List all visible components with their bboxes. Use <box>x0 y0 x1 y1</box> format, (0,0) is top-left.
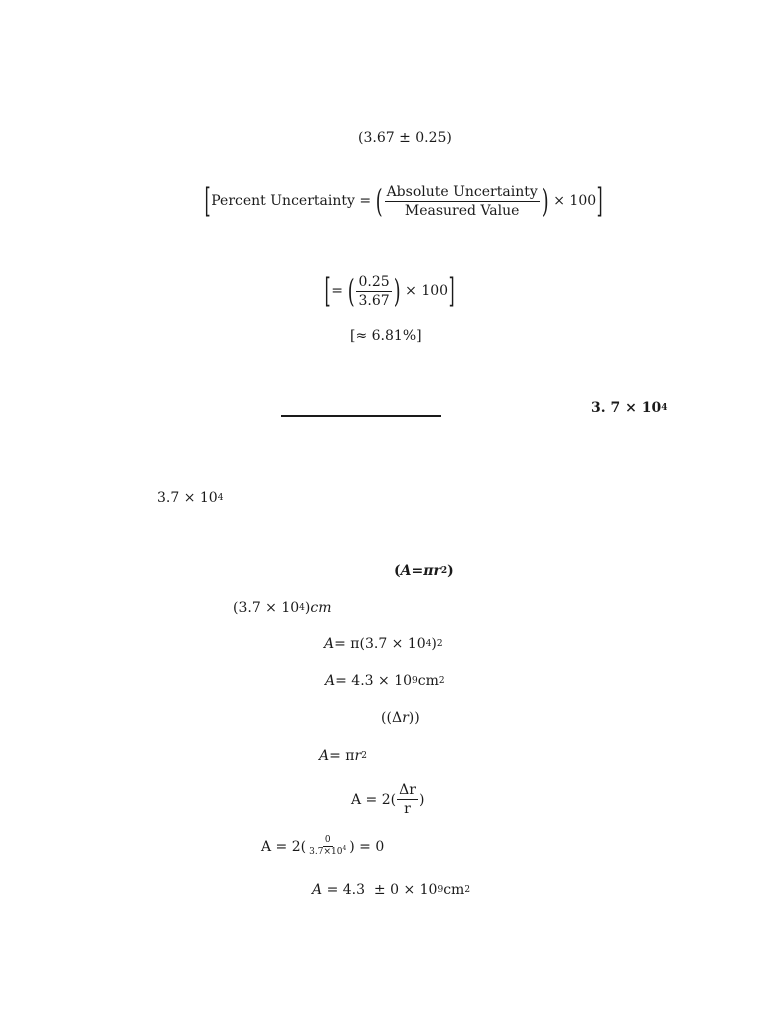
plain-scientific-notation: 3.7 × 10 4 <box>157 490 224 506</box>
open-bracket: [ <box>204 181 211 221</box>
substituted-fraction: $\frac{0.25}{3.67}$ <box>358 273 390 309</box>
uncertainty-calculation: A = 2( $\frac{0}{3.7\times 10^4}$ ) = 0 <box>261 835 385 857</box>
final-result: A = 4.3 ± 0 × 10 9 cm 2 <box>312 882 471 898</box>
open-paren: ( <box>375 182 383 220</box>
percent-result: [≈ 6.81%] <box>350 328 422 344</box>
delta-r: (( Δ r )) <box>381 710 420 726</box>
formula-times: × 100 <box>553 193 597 209</box>
calc-fraction: $\frac{0}{3.7\times 10^4}$ <box>309 835 347 857</box>
area-result: A = 4.3 × 10 9 cm 2 <box>325 673 445 689</box>
open-bracket: [ <box>324 271 331 311</box>
area-substitution: A = π(3.7 × 10 4 ) 2 <box>324 636 443 652</box>
measurement-value: (3.67 ± 0.25) <box>358 130 452 146</box>
area-formula-bold: ( A = πr 2 ) <box>394 563 454 579</box>
uncertainty-formula: A = 2( $\frac{\Delta r}{r}$ ) <box>351 782 425 817</box>
open-paren: ( <box>347 272 355 310</box>
uncertainty-fraction: $\frac{\Delta r}{r}$ <box>399 782 416 817</box>
close-paren: ) <box>393 272 401 310</box>
area-formula-plain: A = π r 2 <box>319 748 367 764</box>
percent-uncertainty-formula <box>204 181 603 221</box>
horizontal-rule <box>281 415 441 417</box>
formula-lhs: Percent Uncertainty = <box>211 193 372 209</box>
fraction-denominator: Measured Value <box>404 202 520 219</box>
fraction-numerator: Absolute Uncertainty <box>386 183 538 200</box>
radius-value: (3.7 × 10 4 ) cm <box>233 600 332 616</box>
bold-scientific-notation: 3. 7 × 10 4 <box>591 400 668 416</box>
formula-fraction <box>385 185 540 218</box>
close-bracket: ] <box>448 271 455 311</box>
close-paren: ) <box>541 182 549 220</box>
percent-substituted: [ = ( $\frac{0.25}{3.67}$ ) × 100 ] <box>324 271 455 311</box>
close-bracket: ] <box>596 181 603 221</box>
